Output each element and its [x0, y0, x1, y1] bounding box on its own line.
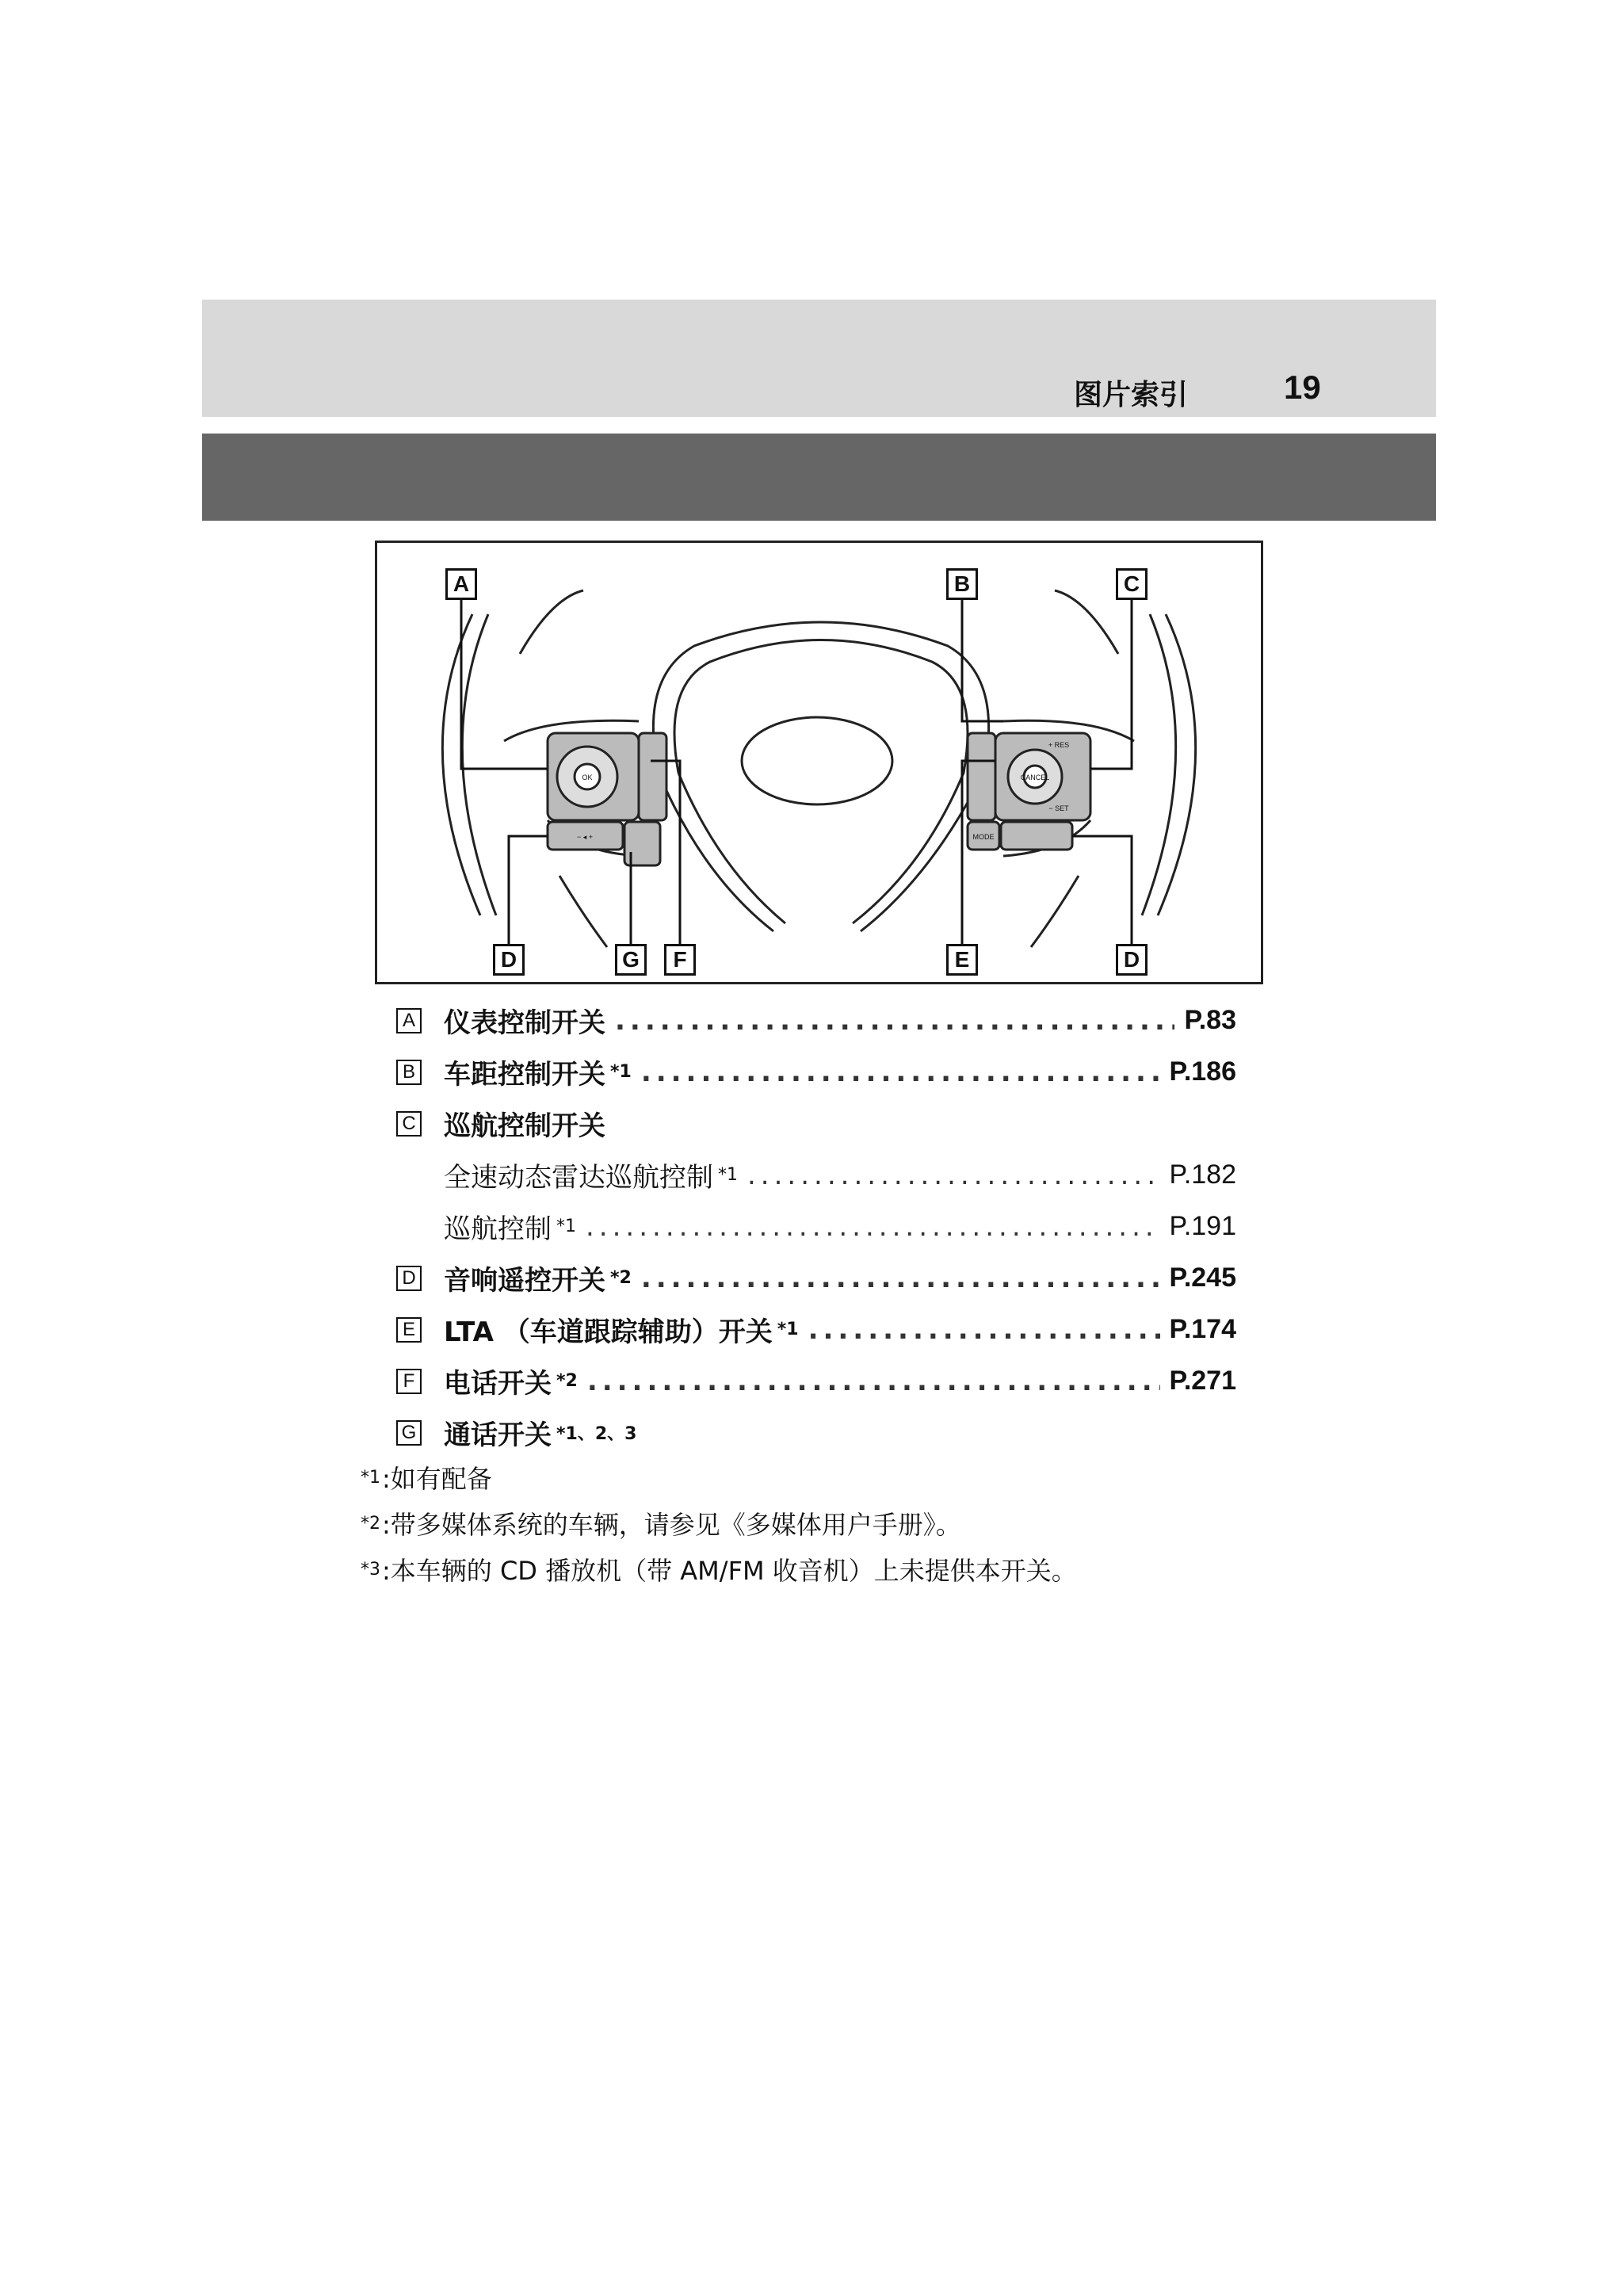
row-footnote-mark: *1 — [718, 1165, 738, 1185]
footnote-text: :如有配备 — [382, 1464, 492, 1494]
row-label: 巡航控制 — [444, 1213, 552, 1245]
index-row — [396, 1355, 1236, 1407]
footnotes — [361, 1454, 1312, 1592]
index-row — [396, 1304, 1236, 1355]
page-reference: P.182 — [1169, 1159, 1236, 1190]
callout-d: D — [1116, 944, 1148, 976]
row-key: B — [396, 1060, 422, 1085]
volume-button-label: − ◂ + — [576, 833, 594, 841]
row-footnote-mark: *2 — [610, 1268, 632, 1288]
page-reference: P.245 — [1169, 1263, 1236, 1293]
callout-f: F — [664, 944, 696, 976]
callout-a: A — [445, 568, 477, 600]
row-label: 巡航控制开关 — [444, 1110, 605, 1142]
page-reference: P.191 — [1169, 1211, 1236, 1241]
callout-g: G — [615, 944, 647, 976]
callout-e: E — [946, 944, 978, 976]
row-footnote-mark: *1 — [556, 1217, 576, 1236]
footnote-mark: *2 — [361, 1513, 380, 1534]
row-label: 全速动态雷达巡航控制 — [444, 1162, 713, 1194]
set-button-label: − SET — [1048, 804, 1069, 812]
page-reference: P.83 — [1184, 1005, 1236, 1035]
footnote-text: :带多媒体系统的车辆，请参见《多媒体用户手册》。 — [382, 1510, 961, 1540]
row-key: A — [396, 1008, 422, 1033]
page-reference: P.186 — [1169, 1056, 1236, 1087]
row-footnote-mark: *1 — [610, 1062, 632, 1082]
steering-wheel-figure — [375, 541, 1263, 984]
ok-button-label: OK — [582, 774, 593, 781]
footnote — [361, 1500, 1312, 1546]
index-row — [396, 1201, 1236, 1252]
leader-dots — [808, 1314, 1160, 1346]
row-footnote-mark: *1 — [777, 1320, 799, 1339]
row-label: 电话开关 — [444, 1368, 552, 1400]
row-key: G — [396, 1420, 422, 1446]
leader-dots — [586, 1211, 1160, 1243]
index-list — [396, 995, 1236, 1458]
index-row — [396, 1046, 1236, 1098]
row-key: E — [396, 1317, 422, 1343]
index-row — [396, 1407, 1236, 1458]
leader-dots — [641, 1056, 1160, 1088]
res-button-label: + RES — [1048, 741, 1070, 749]
index-row — [396, 1098, 1236, 1149]
leader-dots — [747, 1159, 1160, 1191]
index-row — [396, 1252, 1236, 1304]
row-key: F — [396, 1369, 422, 1394]
callout-c: C — [1116, 568, 1148, 600]
footnote-mark: *1 — [361, 1467, 380, 1488]
row-key: C — [396, 1111, 422, 1137]
leader-dots — [587, 1366, 1160, 1397]
row-label: LTA （车道跟踪辅助）开关 — [444, 1316, 773, 1348]
page-number: 19 — [1284, 369, 1321, 406]
page-reference: P.271 — [1169, 1366, 1236, 1396]
index-row — [396, 1149, 1236, 1201]
leader-dots — [615, 1005, 1174, 1037]
steering-wheel-illustration — [377, 543, 1261, 982]
row-footnote-mark: *2 — [556, 1371, 578, 1391]
mode-button-label: MODE — [972, 833, 995, 841]
footnote-mark: *3 — [361, 1559, 380, 1580]
cancel-button-label: CANCEL — [1020, 774, 1050, 781]
row-footnote-mark: *1、2、3 — [556, 1424, 637, 1444]
row-label: 车距控制开关 — [444, 1059, 605, 1091]
page-reference: P.174 — [1169, 1314, 1236, 1344]
index-row — [396, 995, 1236, 1046]
leader-dots — [641, 1263, 1160, 1294]
title-bar — [202, 434, 1436, 521]
footnote — [361, 1454, 1312, 1500]
footnote-text: :本车辆的 CD 播放机（带 AM/FM 收音机）上未提供本开关。 — [382, 1556, 1077, 1586]
footnote — [361, 1546, 1312, 1592]
row-key: D — [396, 1266, 422, 1291]
header-band — [202, 300, 1436, 417]
row-label: 通话开关 — [444, 1419, 552, 1451]
section-title: 图片索引 — [1074, 379, 1189, 411]
callout-b: B — [946, 568, 978, 600]
callout-d: D — [493, 944, 525, 976]
row-label: 音响遥控开关 — [444, 1265, 605, 1297]
row-label: 仪表控制开关 — [444, 1007, 605, 1039]
